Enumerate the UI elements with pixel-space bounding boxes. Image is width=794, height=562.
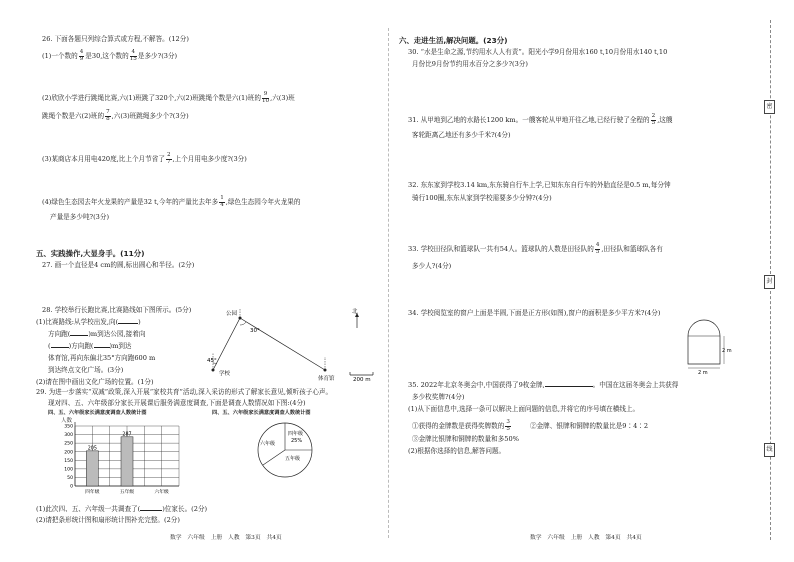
bar-chart: [55, 418, 185, 500]
q34-text: 34. 学校阅览室的窗户上面是半圆,下面是正方形(如图),窗户的面积是多少平方米?(4分): [408, 309, 661, 317]
q26-title: 26. 下面各题只列综合算式或方程,不解答。(12分): [42, 35, 189, 43]
fraction: $\frac{2}{5}$: [651, 113, 656, 126]
q31-line1: 31. 从甲地到乙地的水路长1200 km。一艘客轮从甲地开往乙地,已经行驶了全程的 $\frac{2}{5}$ ,这艘: [408, 113, 673, 126]
window-figure: [680, 314, 730, 374]
route-park-gym: [240, 318, 325, 370]
north-arrow-icon: [352, 308, 362, 330]
q35-line4: (2)根据你选择的信息,解答问题。: [408, 447, 506, 455]
margin-label-1: 密: [764, 100, 775, 114]
pie-chart-svg: [255, 420, 315, 480]
y-tick-label: 0: [70, 484, 73, 490]
bar-chart-ylabel: 人数: [61, 418, 73, 424]
y-tick-label: 300: [64, 433, 73, 439]
window-height-label: 2 m: [722, 348, 732, 354]
q28-line4: 体育馆,再向东偏北35°方向跑600 m: [48, 354, 156, 362]
q33-line1: 33. 学校田径队和篮球队一共有54人。篮球队的人数是田径队的 $\frac{4}{5}$ ,田径队和篮球队各有: [408, 242, 663, 255]
x-tick-label: 四年级: [85, 490, 100, 495]
fraction: $\frac{3}{5}$: [506, 419, 510, 432]
q29-line2: 现对四、五、六年级部分家长开展课后服务满意度调查,下面是调查人数情况如下图:(4分): [48, 399, 306, 407]
bar: [86, 451, 98, 486]
window-outline: [688, 320, 720, 364]
pie-chart: [255, 420, 315, 480]
x-tick-label: 五年级: [119, 490, 135, 495]
page-divider: [388, 28, 389, 538]
q35-option2: ②金牌、银牌和铜牌的数量比是9∶4∶2: [530, 422, 649, 430]
fraction: $\frac{4}{5}$: [595, 242, 600, 255]
pie-label-grade5: 五年级: [285, 456, 301, 462]
x-tick-label: 六年级: [154, 490, 169, 495]
q28-line3: ( )方向跑( )m到达: [48, 342, 132, 350]
y-tick-label: 50: [67, 476, 73, 482]
fraction: $\frac{2}{7}$: [166, 152, 171, 165]
q29-sub2: (2)请把条形统计图和扇形统计图补充完整。(2分): [36, 516, 180, 524]
q26-part4-line2: 产量是多少吨?(3分): [50, 213, 110, 221]
q35-line2: 多少枚奖牌?(4分): [412, 393, 465, 401]
q30-line2: 月份比9月份节约用水百分之多少?(3分): [412, 60, 528, 68]
fraction: $\frac{1}{4}$: [220, 195, 224, 208]
fraction: $\frac{9}{10}$: [261, 91, 270, 104]
q35-line3: (1)从下面信息中,选择一条可以解决上面问题的信息,并将它的序号填在横线上。: [408, 405, 640, 413]
right-footer: 数学 六年级 上册 人教 第4页 共4页: [530, 535, 642, 541]
north-label: 北: [352, 309, 358, 315]
q26-part2-line2: 跳绳个数是六(2)班的 $\frac{7}{8}$ ,六(3)班跳绳多少个?(3分): [42, 109, 189, 122]
pie-divider-3: [263, 450, 285, 465]
y-tick-label: 150: [64, 458, 73, 464]
bar: [121, 437, 133, 486]
angle-label-45: 45°: [207, 358, 217, 364]
school-label: 学校: [219, 371, 231, 377]
angle-label-30: 30°: [250, 328, 260, 334]
fraction: $\frac{7}{8}$: [106, 109, 110, 122]
route-school-park: [213, 318, 240, 370]
q26-part3: (3)某商店本月用电420度,比上个月节省了 $\frac{2}{7}$ ,上个月用电多少度?(3分): [42, 152, 247, 165]
park-point: [239, 317, 242, 320]
y-tick-label: 350: [64, 424, 73, 430]
q32-line2: 骑行100圈,东东从家到学校需要多少分钟?(4分): [412, 194, 552, 202]
park-label: 公园: [226, 311, 238, 317]
y-tick-label: 250: [64, 441, 73, 447]
fraction: $\frac{4}{15}$: [129, 49, 137, 62]
margin-label-3: 线: [764, 443, 775, 457]
section5-heading: 五、实践操作,大显身手。(11分): [36, 249, 145, 258]
q27-text: 27. 画一个直径是4 cm的圆,标出圆心和半径。(2分): [42, 261, 195, 269]
pie-label-grade4: 四年级: [288, 431, 304, 437]
fraction: $\frac{4}{9}$: [79, 49, 84, 62]
bar-value-label: 205: [87, 446, 97, 452]
y-tick-label: 200: [64, 450, 73, 456]
pie-chart-title: 四、五、六年级家长满意度调查人数统计图: [212, 410, 311, 416]
section6-heading: 六、走进生活,解决问题。(23分): [399, 36, 508, 45]
q33-line2: 多少人?(4分): [412, 262, 452, 270]
q26-part2-line1: (2)欣欣小学进行跳绳比赛,六(1)班跳了320个,六(2)班跳绳个数是六(1)班的 $\frac{9}{10}$ ,六(3)班: [42, 91, 295, 104]
q29-line1: 29. 为进一步落实“双减”政策,深入开展“家校共育”活动,深入采访的形式了解家长意见,倾听孩子心声。: [36, 388, 333, 396]
q26-part1: (1)一个数的 $\frac{4}{9}$ 是30,这个数的 $\frac{4}{15}$ 是多少?(3分): [42, 49, 178, 62]
q28-title: 28. 学校举行长跑比赛,比赛路线如下图所示。(5分): [42, 306, 192, 314]
angle-arc-1: [240, 322, 246, 325]
bar-value-label: 287: [122, 432, 132, 438]
q31-line2: 客轮距离乙地还有多少千米?(4分): [412, 131, 511, 139]
q30-line1: 30. “水是生命之源,节约用水人人有责”。阳光小学9月份用水160 t,10月份用水140 t,10: [408, 48, 668, 56]
window-width-label: 2 m: [698, 370, 708, 376]
q32-line1: 32. 东东家到学校3.14 km,东东骑自行车上学,已知东东自行车的外胎直径是0.5 m,每分钟: [408, 181, 671, 189]
q28-line2: 方向跑( )m到达公园,接着向: [48, 330, 146, 338]
margin-label-2: 封: [764, 275, 775, 289]
q35-line1: 35. 2022年北京冬奥会中,中国获得了9枚金牌, 。中国在这届冬奥会上共获得: [408, 381, 679, 389]
q29-sub1: (1)此次四、五、六年级一共调查了( )位家长。(2分): [36, 505, 208, 513]
left-footer: 数学 六年级 上册 人教 第3页 共4页: [170, 535, 282, 541]
q26-part4-line1: (4)绿色生态园去年火龙果的产量是32 t,今年的产量比去年多 $\frac{1}{4}$ ,绿色生态园今年火龙果的: [42, 195, 301, 208]
pie-value-grade5: 25%: [291, 438, 303, 444]
y-tick-label: 100: [64, 467, 73, 473]
school-point: [212, 369, 215, 372]
bar-chart-title: 四、五、六年级家长满意度调查人数统计图: [48, 410, 147, 416]
scale-label: 200 m: [353, 377, 371, 383]
q28-line6: (2)请在图中画出文化广场的位置。(1分): [36, 378, 154, 386]
bar-chart-svg: [55, 418, 185, 500]
gym-point: [324, 369, 327, 372]
q35-option3: ③金牌比银牌和铜牌的数量和多50%: [412, 435, 519, 443]
q28-line1: (1)比赛路线:从学校出发,向( ): [36, 318, 141, 326]
pie-label-grade6: 六年级: [260, 441, 276, 447]
q28-line5: 到达终点文化广场。(3分): [48, 366, 124, 374]
gym-label: 体育馆: [318, 376, 335, 382]
q35-option1: ①获得的金牌数是获得奖牌数的 $\frac{3}{5}$: [412, 419, 510, 432]
